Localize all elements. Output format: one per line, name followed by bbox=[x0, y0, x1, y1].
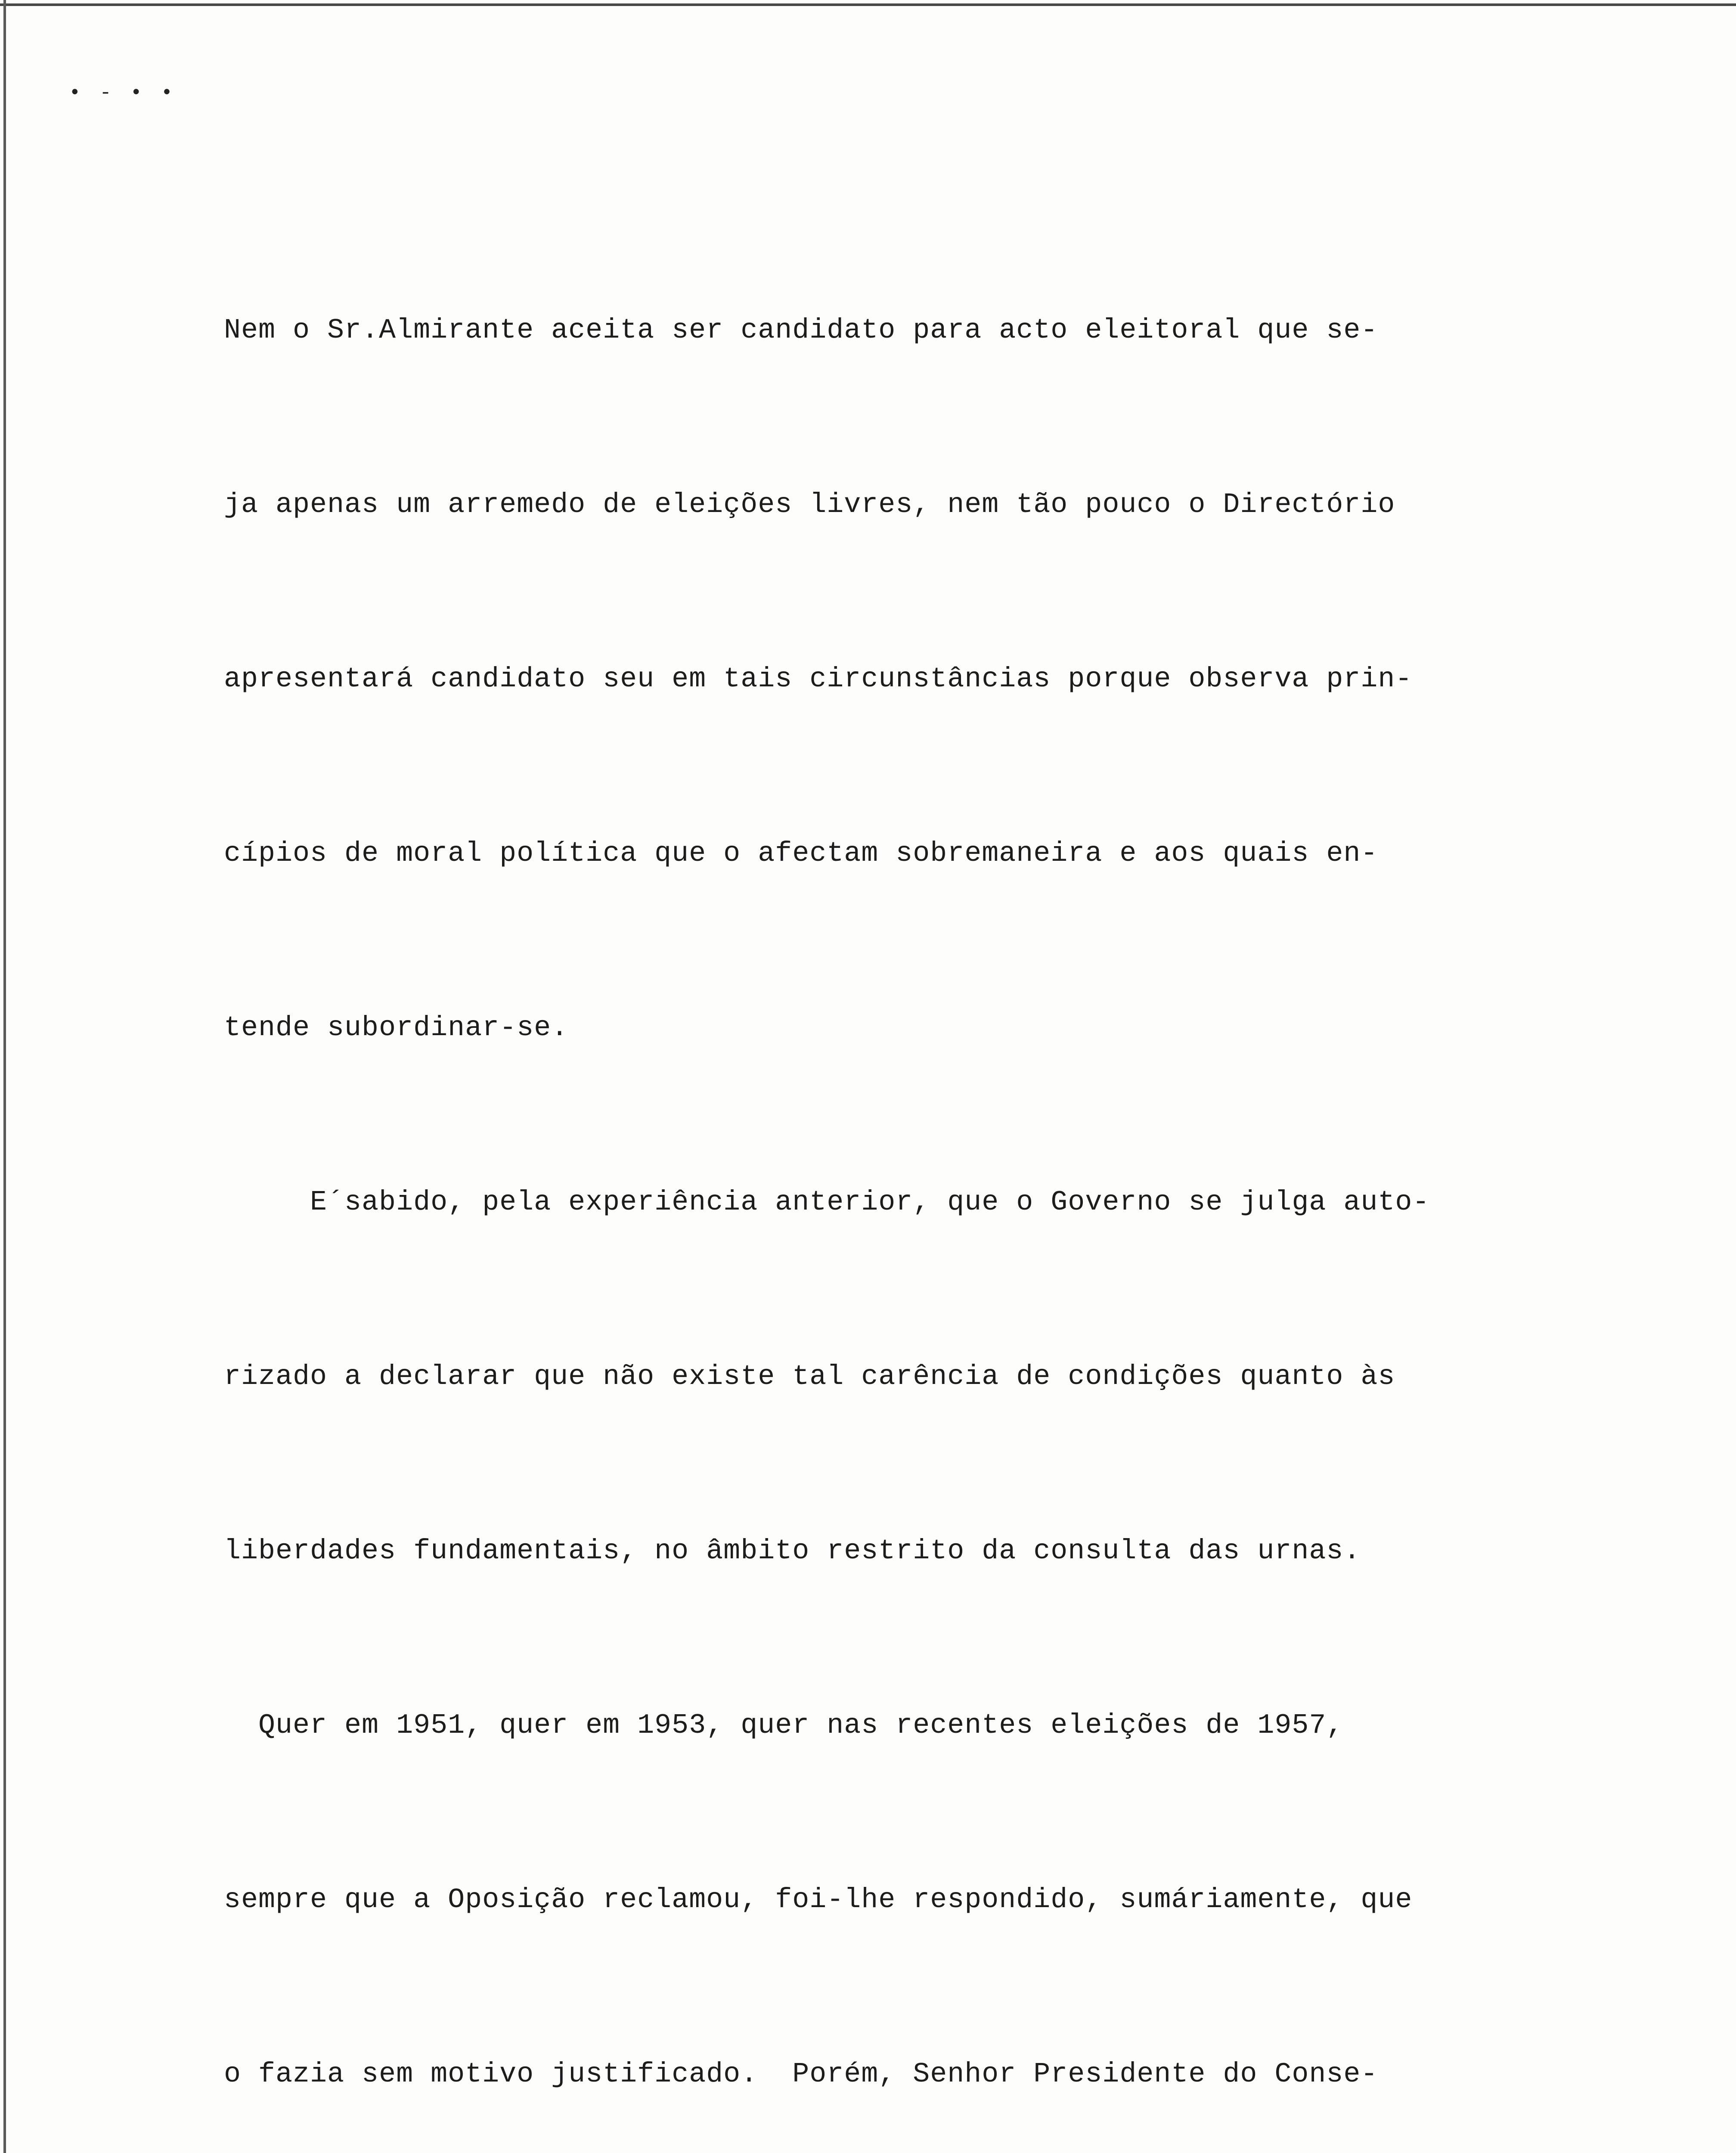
scan-left-edge bbox=[3, 0, 6, 2153]
scan-top-edge bbox=[0, 3, 1736, 6]
text-line: apresentará candidato seu em tais circunstâncias porque observa prin- bbox=[224, 663, 1413, 695]
text-line: liberdades fundamentais, no âmbito restrito da consulta das urnas. bbox=[224, 1535, 1361, 1567]
text-line: cípios de moral política que o afectam sobremaneira e aos quais en- bbox=[224, 838, 1378, 869]
text-line: rizado a declarar que não existe tal carência de condições quanto às bbox=[224, 1361, 1395, 1393]
text-line: o fazia sem motivo justificado. Porém, Senhor Presidente do Conse- bbox=[224, 2058, 1378, 2090]
margin-mark: • - • • bbox=[69, 82, 177, 104]
text-line: E´sabido, pela experiência anterior, que o Governo se julga auto- bbox=[224, 1186, 1430, 1218]
text-line: sempre que a Oposição reclamou, foi-lhe respondido, sumáriamente, que bbox=[224, 1884, 1413, 1916]
text-line: Quer em 1951, quer em 1953, quer nas recentes eleições de 1957, bbox=[224, 1709, 1344, 1741]
typescript-body bbox=[224, 185, 1481, 2153]
text-line: Nem o Sr.Almirante aceita ser candidato para acto eleitoral que se- bbox=[224, 314, 1378, 346]
text-line: tende subordinar-se. bbox=[224, 1012, 569, 1044]
text-line: ja apenas um arremedo de eleições livres, nem tão pouco o Directório bbox=[224, 489, 1395, 521]
